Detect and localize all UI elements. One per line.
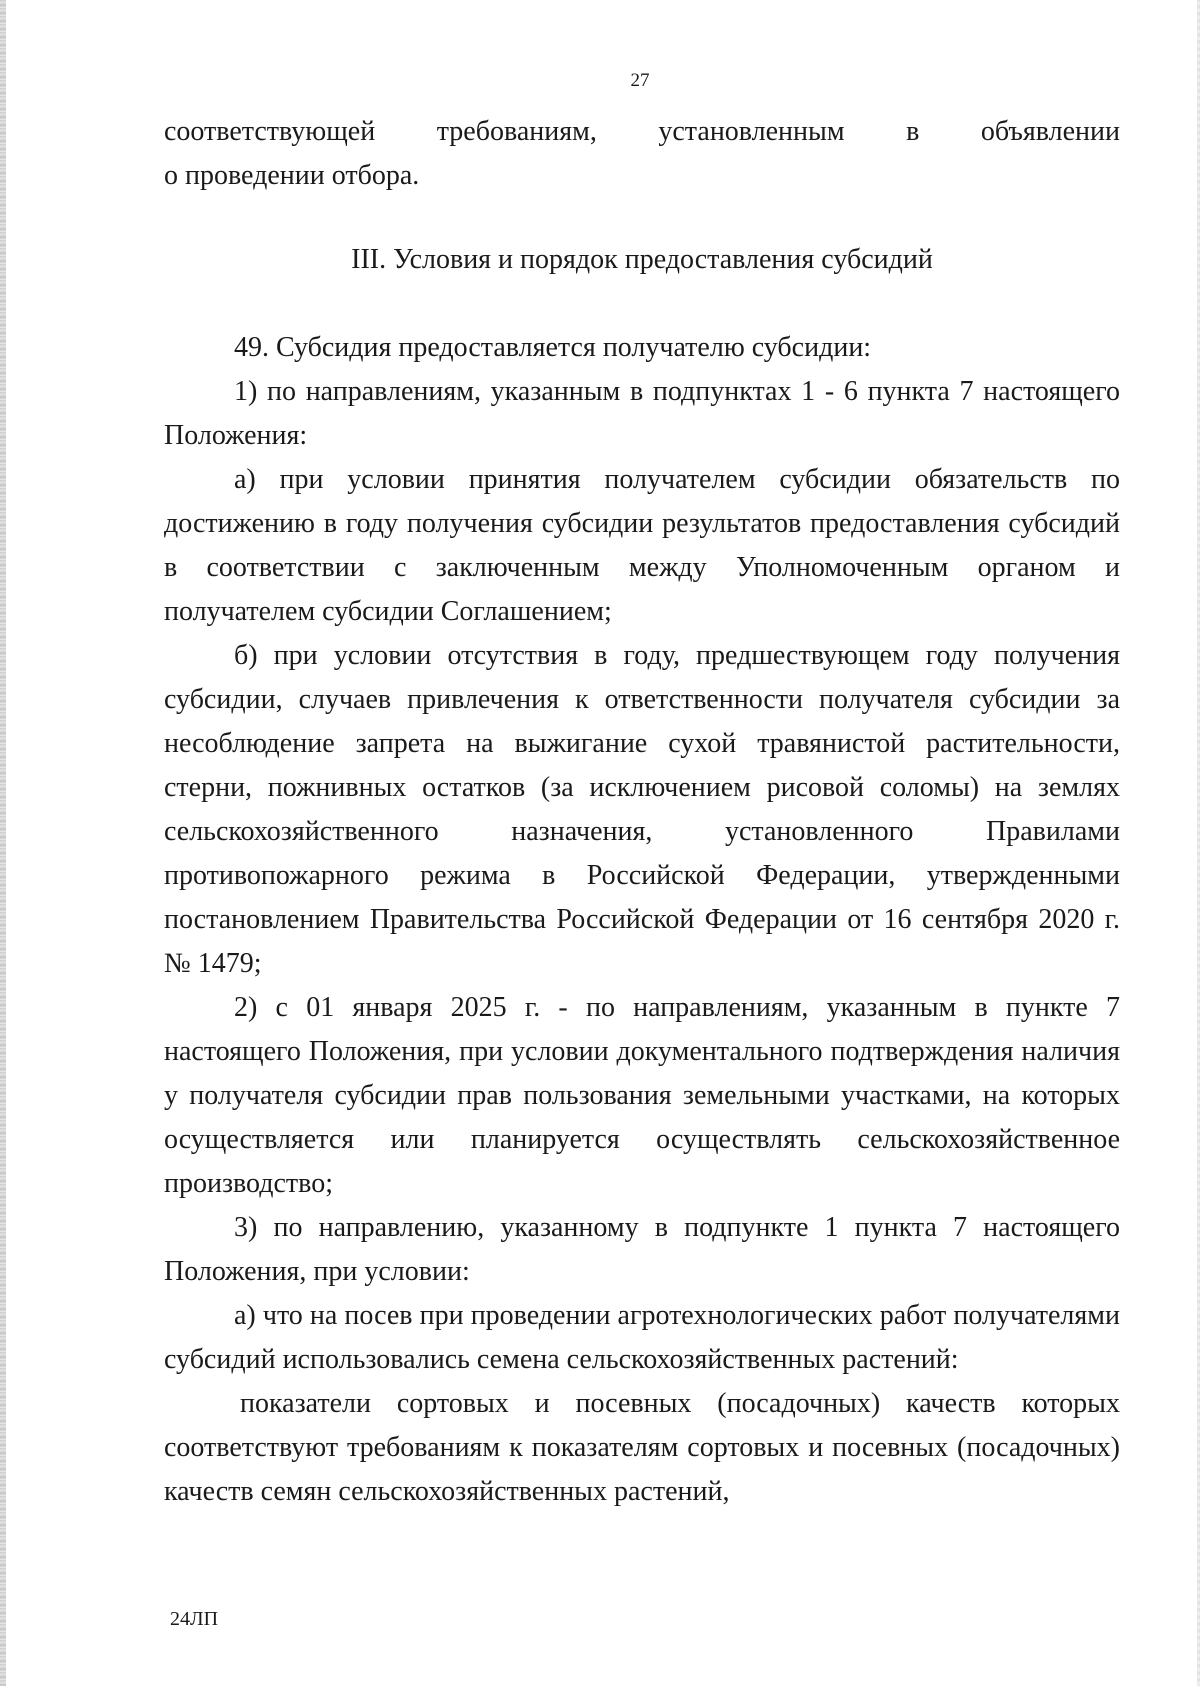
footer-document-code: 24ЛП bbox=[170, 1608, 219, 1630]
text-line-continuation-end: о проведении отбора. bbox=[164, 160, 420, 191]
paragraph-49-item-1b: б) при условии отсутствия в году, предшествующем году получения субсидии, случаев привлечения к ответственности получателя субсидии за несоблюдение запрета на выжигание сухой травянистой растительности, стерни, пожнивных остатков (за исключением рисовой соломы) на землях сельскохозяйственного назначения, установленного Правилами противопожарного режима в Российской Федерации, утвержденными постановлением Правительства Российской Федерации от 16 сентября 2020 г. № 1479; bbox=[164, 640, 1120, 979]
paragraph-49: 49. Субсидия предоставляется получателю субсидии: bbox=[234, 332, 872, 363]
scan-edge-left bbox=[0, 0, 6, 1686]
paragraph-49-item-3a: а) что на посев при проведении агротехнологических работ получателями субсидий использовались семена сельскохозяйственных растений: bbox=[164, 1300, 1120, 1375]
document-body bbox=[164, 110, 1120, 1514]
section-heading: III. Условия и порядок предоставления субсидий bbox=[351, 244, 933, 275]
paragraph-49-item-1: 1) по направлениям, указанным в подпунктах 1 - 6 пункта 7 настоящего Положения: bbox=[164, 376, 1120, 451]
page-number: 27 bbox=[630, 70, 650, 91]
paragraph-seed-indicators: показатели сортовых и посевных (посадочных) качеств которых соответствуют требованиям к показателям сортовых и посевных (посадочных) качеств семян сельскохозяйственных растений, bbox=[164, 1388, 1120, 1507]
paragraph-49-item-3: 3) по направлению, указанному в подпункте 1 пункта 7 настоящего Положения, при условии: bbox=[164, 1212, 1120, 1287]
paragraph-49-item-1a: а) при условии принятия получателем субсидии обязательств по достижению в году получения субсидии результатов предоставления субсидий в соответствии с заключенным между Уполномоченным органом и получателем субсидии Соглашением; bbox=[164, 464, 1120, 627]
text-line-continuation: соответствующей требованиям, установленным в объявлении bbox=[164, 116, 1120, 147]
paragraph-49-item-2: 2) с 01 января 2025 г. - по направлениям, указанным в пункте 7 настоящего Положения, при условии документального подтверждения наличия у получателя субсидии прав пользования земельными участками, на которых осуществляется или планируется осуществлять сельскохозяйственное производство; bbox=[164, 992, 1120, 1199]
